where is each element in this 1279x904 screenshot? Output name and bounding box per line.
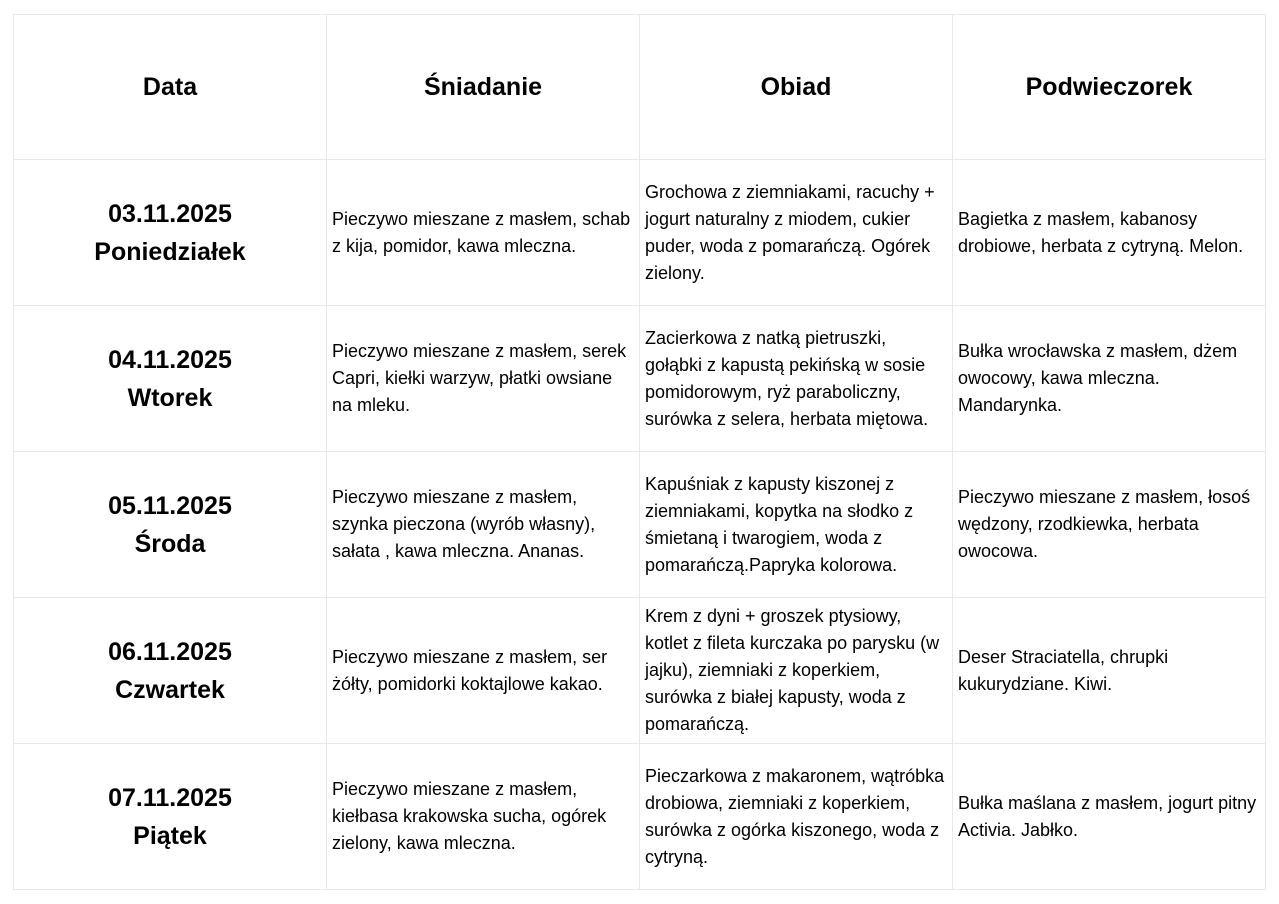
breakfast-cell: Pieczywo mieszane z masłem, ser żółty, pomidorki koktajlowe kakao. — [327, 598, 640, 744]
date-text: 04.11.2025 — [108, 345, 232, 374]
date-text: 07.11.2025 — [108, 783, 232, 812]
breakfast-cell: Pieczywo mieszane z masłem, serek Capri, kiełki warzyw, płatki owsiane na mleku. — [327, 306, 640, 452]
header-row — [14, 15, 1266, 160]
lunch-cell: Grochowa z ziemniakami, racuchy + jogurt naturalny z miodem, cukier puder, woda z pomarańczą. Ogórek zielony. — [640, 160, 953, 306]
date-text: 05.11.2025 — [108, 491, 232, 520]
lunch-cell: Pieczarkowa z makaronem, wątróbka drobiowa, ziemniaki z koperkiem, surówka z ogórka kiszonego, woda z cytryną. — [640, 744, 953, 890]
snack-cell: Bułka wrocławska z masłem, dżem owocowy, kawa mleczna. Mandarynka. — [953, 306, 1266, 452]
date-cell — [14, 598, 327, 744]
header-lunch: Obiad — [640, 15, 953, 160]
snack-cell: Bagietka z masłem, kabanosy drobiowe, herbata z cytryną. Melon. — [953, 160, 1266, 306]
menu-table — [13, 14, 1266, 890]
date-text: 06.11.2025 — [108, 637, 232, 666]
weekday-text: Poniedziałek — [94, 237, 246, 266]
snack-cell: Pieczywo mieszane z masłem, łosoś wędzony, rzodkiewka, herbata owocowa. — [953, 452, 1266, 598]
header-breakfast: Śniadanie — [327, 15, 640, 160]
table-row — [14, 452, 1266, 598]
table-row — [14, 598, 1266, 744]
weekday-text: Wtorek — [127, 383, 213, 412]
date-cell — [14, 160, 327, 306]
lunch-cell: Kapuśniak z kapusty kiszonej z ziemniakami, kopytka na słodko z śmietaną i twarogiem, woda z pomarańczą.Papryka kolorowa. — [640, 452, 953, 598]
breakfast-cell: Pieczywo mieszane z masłem, kiełbasa krakowska sucha, ogórek zielony, kawa mleczna. — [327, 744, 640, 890]
table-row — [14, 160, 1266, 306]
header-date: Data — [14, 15, 327, 160]
weekday-text: Środa — [134, 529, 206, 558]
snack-cell: Bułka maślana z masłem, jogurt pitny Activia. Jabłko. — [953, 744, 1266, 890]
table-row — [14, 306, 1266, 452]
date-cell — [14, 744, 327, 890]
weekday-text: Czwartek — [115, 675, 225, 704]
breakfast-cell: Pieczywo mieszane z masłem, schab z kija, pomidor, kawa mleczna. — [327, 160, 640, 306]
lunch-cell: Zacierkowa z natką pietruszki, gołąbki z kapustą pekińską w sosie pomidorowym, ryż paraboliczny, surówka z selera, herbata miętowa. — [640, 306, 953, 452]
date-text: 03.11.2025 — [108, 199, 232, 228]
header-snack: Podwieczorek — [953, 15, 1266, 160]
lunch-cell: Krem z dyni + groszek ptysiowy, kotlet z fileta kurczaka po parysku (w jajku), ziemniaki z koperkiem, surówka z białej kapusty, woda z pomarańczą. — [640, 598, 953, 744]
date-cell — [14, 452, 327, 598]
breakfast-cell: Pieczywo mieszane z masłem, szynka pieczona (wyrób własny), sałata , kawa mleczna. Ananas. — [327, 452, 640, 598]
weekday-text: Piątek — [133, 821, 207, 850]
snack-cell: Deser Straciatella, chrupki kukurydziane. Kiwi. — [953, 598, 1266, 744]
date-cell — [14, 306, 327, 452]
table-row — [14, 744, 1266, 890]
